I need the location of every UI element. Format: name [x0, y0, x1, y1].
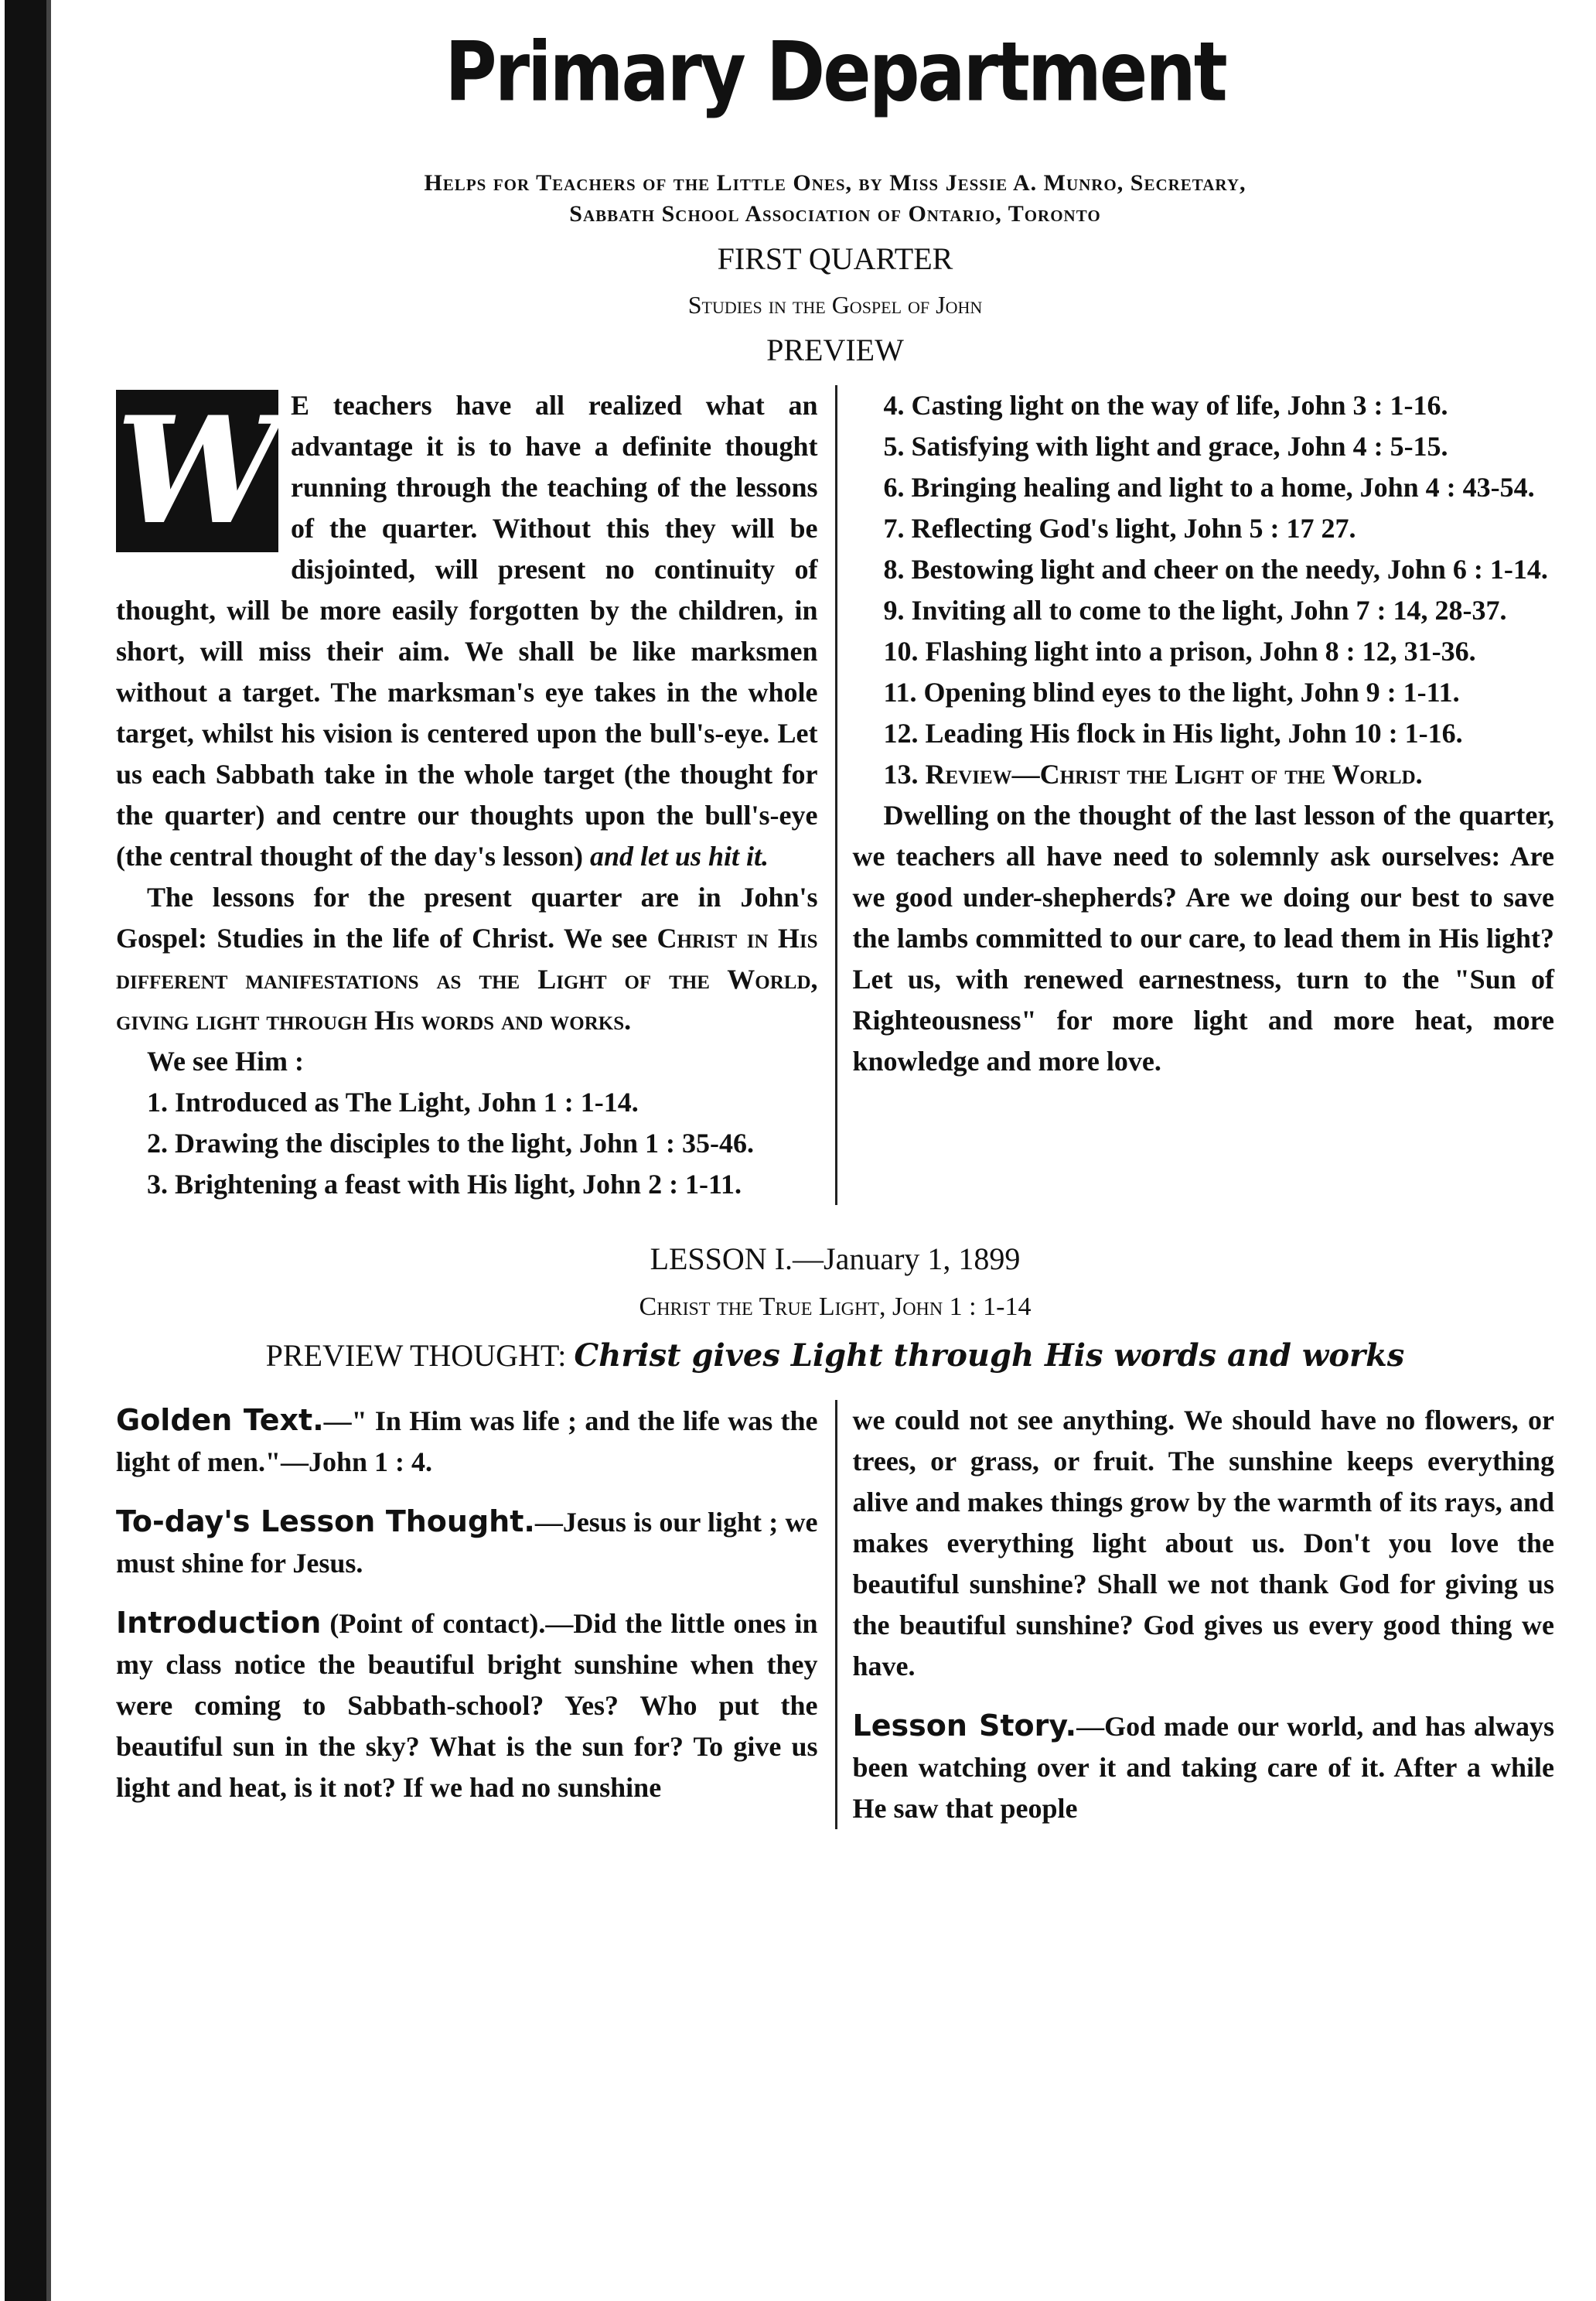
- preview-item-3: 3. Brightening a feast with His light, John 2 : 1-11.: [147, 1169, 742, 1200]
- lesson-story: [853, 1705, 1555, 1829]
- introduction-body: (Point of contact).—Did the little ones in my class notice the beautiful bright sunshine when they were coming to Sabbath-school? Yes? Who put the beautiful sun in the sky? What is the sun for? To give us light and heat, is it not? If we had no sunshine: [116, 1608, 818, 1803]
- preview-right-column: [837, 385, 1555, 1205]
- todays-thought: [116, 1501, 818, 1584]
- introduction-continued: we could not see anything. We should have no flowers, or trees, or grass, or fruit. The sunshine keeps everything alive and makes things grow by the warmth of its rays, and makes everything light about us. Don't you love the beautiful sunshine? Shall we not thank God for giving us the beautiful sunshine? God gives us every good thing we have.: [852, 1405, 1554, 1681]
- preview-p1-text: E teachers have all realized what an advantage it is to have a definite thought running through the teaching of the lessons of the quarter. Without this they will be disjointed, will present no continuity of thought, will be more easily forgotten by the children, in short, will miss their aim. We shall be like marksmen without a target. The marksman's eye takes in the whole target, whilst his vision is centered upon the bull's-eye. Let us each Sabbath take in the whole target (the thought for the quarter) and centre our thoughts upon the bull's-eye (the central thought of the day's lesson): [116, 390, 818, 872]
- see-him-line: We see Him :: [147, 1046, 304, 1077]
- author-line-1: Helps for Teachers of the Little Ones, by Miss Jessie A. Munro, Secretary,: [424, 170, 1246, 196]
- quarter-heading: FIRST QUARTER: [717, 241, 953, 276]
- introduction: [116, 1603, 818, 1808]
- author-line: [116, 168, 1554, 230]
- preview-columns: [116, 385, 1554, 1205]
- preview-p2a: The lessons for the present quarter are in John's Gospel: Studies in the life of Christ. We see: [116, 882, 818, 954]
- preview-closing-paragraph: Dwelling on the thought of the last lesson of the quarter, we teachers all have need to solemnly ask ourselves: Are we good under-shepherds? Are we doing our best to save the lambs committed to our care, to lead them in His light? Let us, with renewed earnestness, turn to the "Sun of Righteousness" for more light and more heat, more knowledge and more love.: [852, 800, 1554, 1077]
- lesson-subtitle: Christ the True Light, John 1 : 1-14: [639, 1292, 1032, 1321]
- preview-thought-text: Christ gives Light through His words and works: [574, 1337, 1405, 1374]
- preview-item-4: 4. Casting light on the way of life, John 3 : 1-16.: [883, 390, 1448, 421]
- golden-text-label: Golden Text.: [116, 1403, 324, 1437]
- preview-p2b: Christ in His different manifestations as the Light of the World, giving light through His words and works.: [116, 923, 818, 1036]
- page-binding-edge: [0, 0, 56, 2301]
- preview-item-9: 9. Inviting all to come to the light, John 7 : 14, 28-37.: [883, 595, 1507, 626]
- preview-item-5: 5. Satisfying with light and grace, John 4 : 5-15.: [883, 431, 1448, 462]
- lesson-left-column: [116, 1400, 837, 1829]
- preview-item-10: 10. Flashing light into a prison, John 8 : 12, 31-36.: [883, 636, 1476, 667]
- page-title: Primary Department: [445, 24, 1226, 121]
- preview-item-1: 1. Introduced as The Light, John 1 : 1-14.: [147, 1087, 639, 1118]
- golden-text-body: —" In Him was life ; and the life was the light of men."—John 1 : 4.: [116, 1405, 818, 1477]
- introduction-label: Introduction: [116, 1606, 322, 1640]
- preview-heading: PREVIEW: [766, 333, 904, 367]
- studies-heading: Studies in the Gospel of John: [687, 291, 983, 319]
- dropcap-w: W: [116, 384, 281, 557]
- golden-text: [116, 1400, 818, 1483]
- todays-thought-body: —Jesus is our light ; we must shine for Jesus.: [116, 1507, 818, 1579]
- preview-item-13: 13. Review—Christ the Light of the World.: [883, 759, 1423, 790]
- preview-left-column: [116, 385, 837, 1205]
- preview-item-11: 11. Opening blind eyes to the light, John 9 : 1-11.: [883, 677, 1460, 708]
- preview-item-2: 2. Drawing the disciples to the light, John 1 : 35-46.: [147, 1128, 755, 1159]
- preview-p1-italic: and let us hit it.: [589, 841, 769, 872]
- page: [116, 0, 1554, 1829]
- preview-item-7: 7. Reflecting God's light, John 5 : 17 27.: [883, 513, 1356, 544]
- lesson-heading: LESSON I.—January 1, 1899: [650, 1241, 1021, 1276]
- lesson-right-column: [837, 1400, 1555, 1829]
- preview-paragraph-2: [116, 877, 818, 1041]
- author-line-2: Sabbath School Association of Ontario, Toronto: [569, 201, 1101, 227]
- lesson-story-label: Lesson Story.: [852, 1709, 1077, 1743]
- preview-item-12: 12. Leading His flock in His light, John 10 : 1-16.: [883, 718, 1463, 749]
- lesson-story-body: —God made our world, and has always been watching over it and taking care of it. After a while He saw that people: [852, 1711, 1554, 1824]
- preview-thought-label: PREVIEW THOUGHT:: [265, 1338, 567, 1373]
- preview-item-8: 8. Bestowing light and cheer on the needy, John 6 : 1-14.: [883, 554, 1548, 585]
- lesson-columns: [116, 1400, 1554, 1829]
- preview-item-6: 6. Bringing healing and light to a home, John 4 : 43-54.: [883, 472, 1535, 503]
- todays-thought-label: To-day's Lesson Thought.: [116, 1504, 535, 1538]
- preview-thought-heading: [116, 1337, 1554, 1374]
